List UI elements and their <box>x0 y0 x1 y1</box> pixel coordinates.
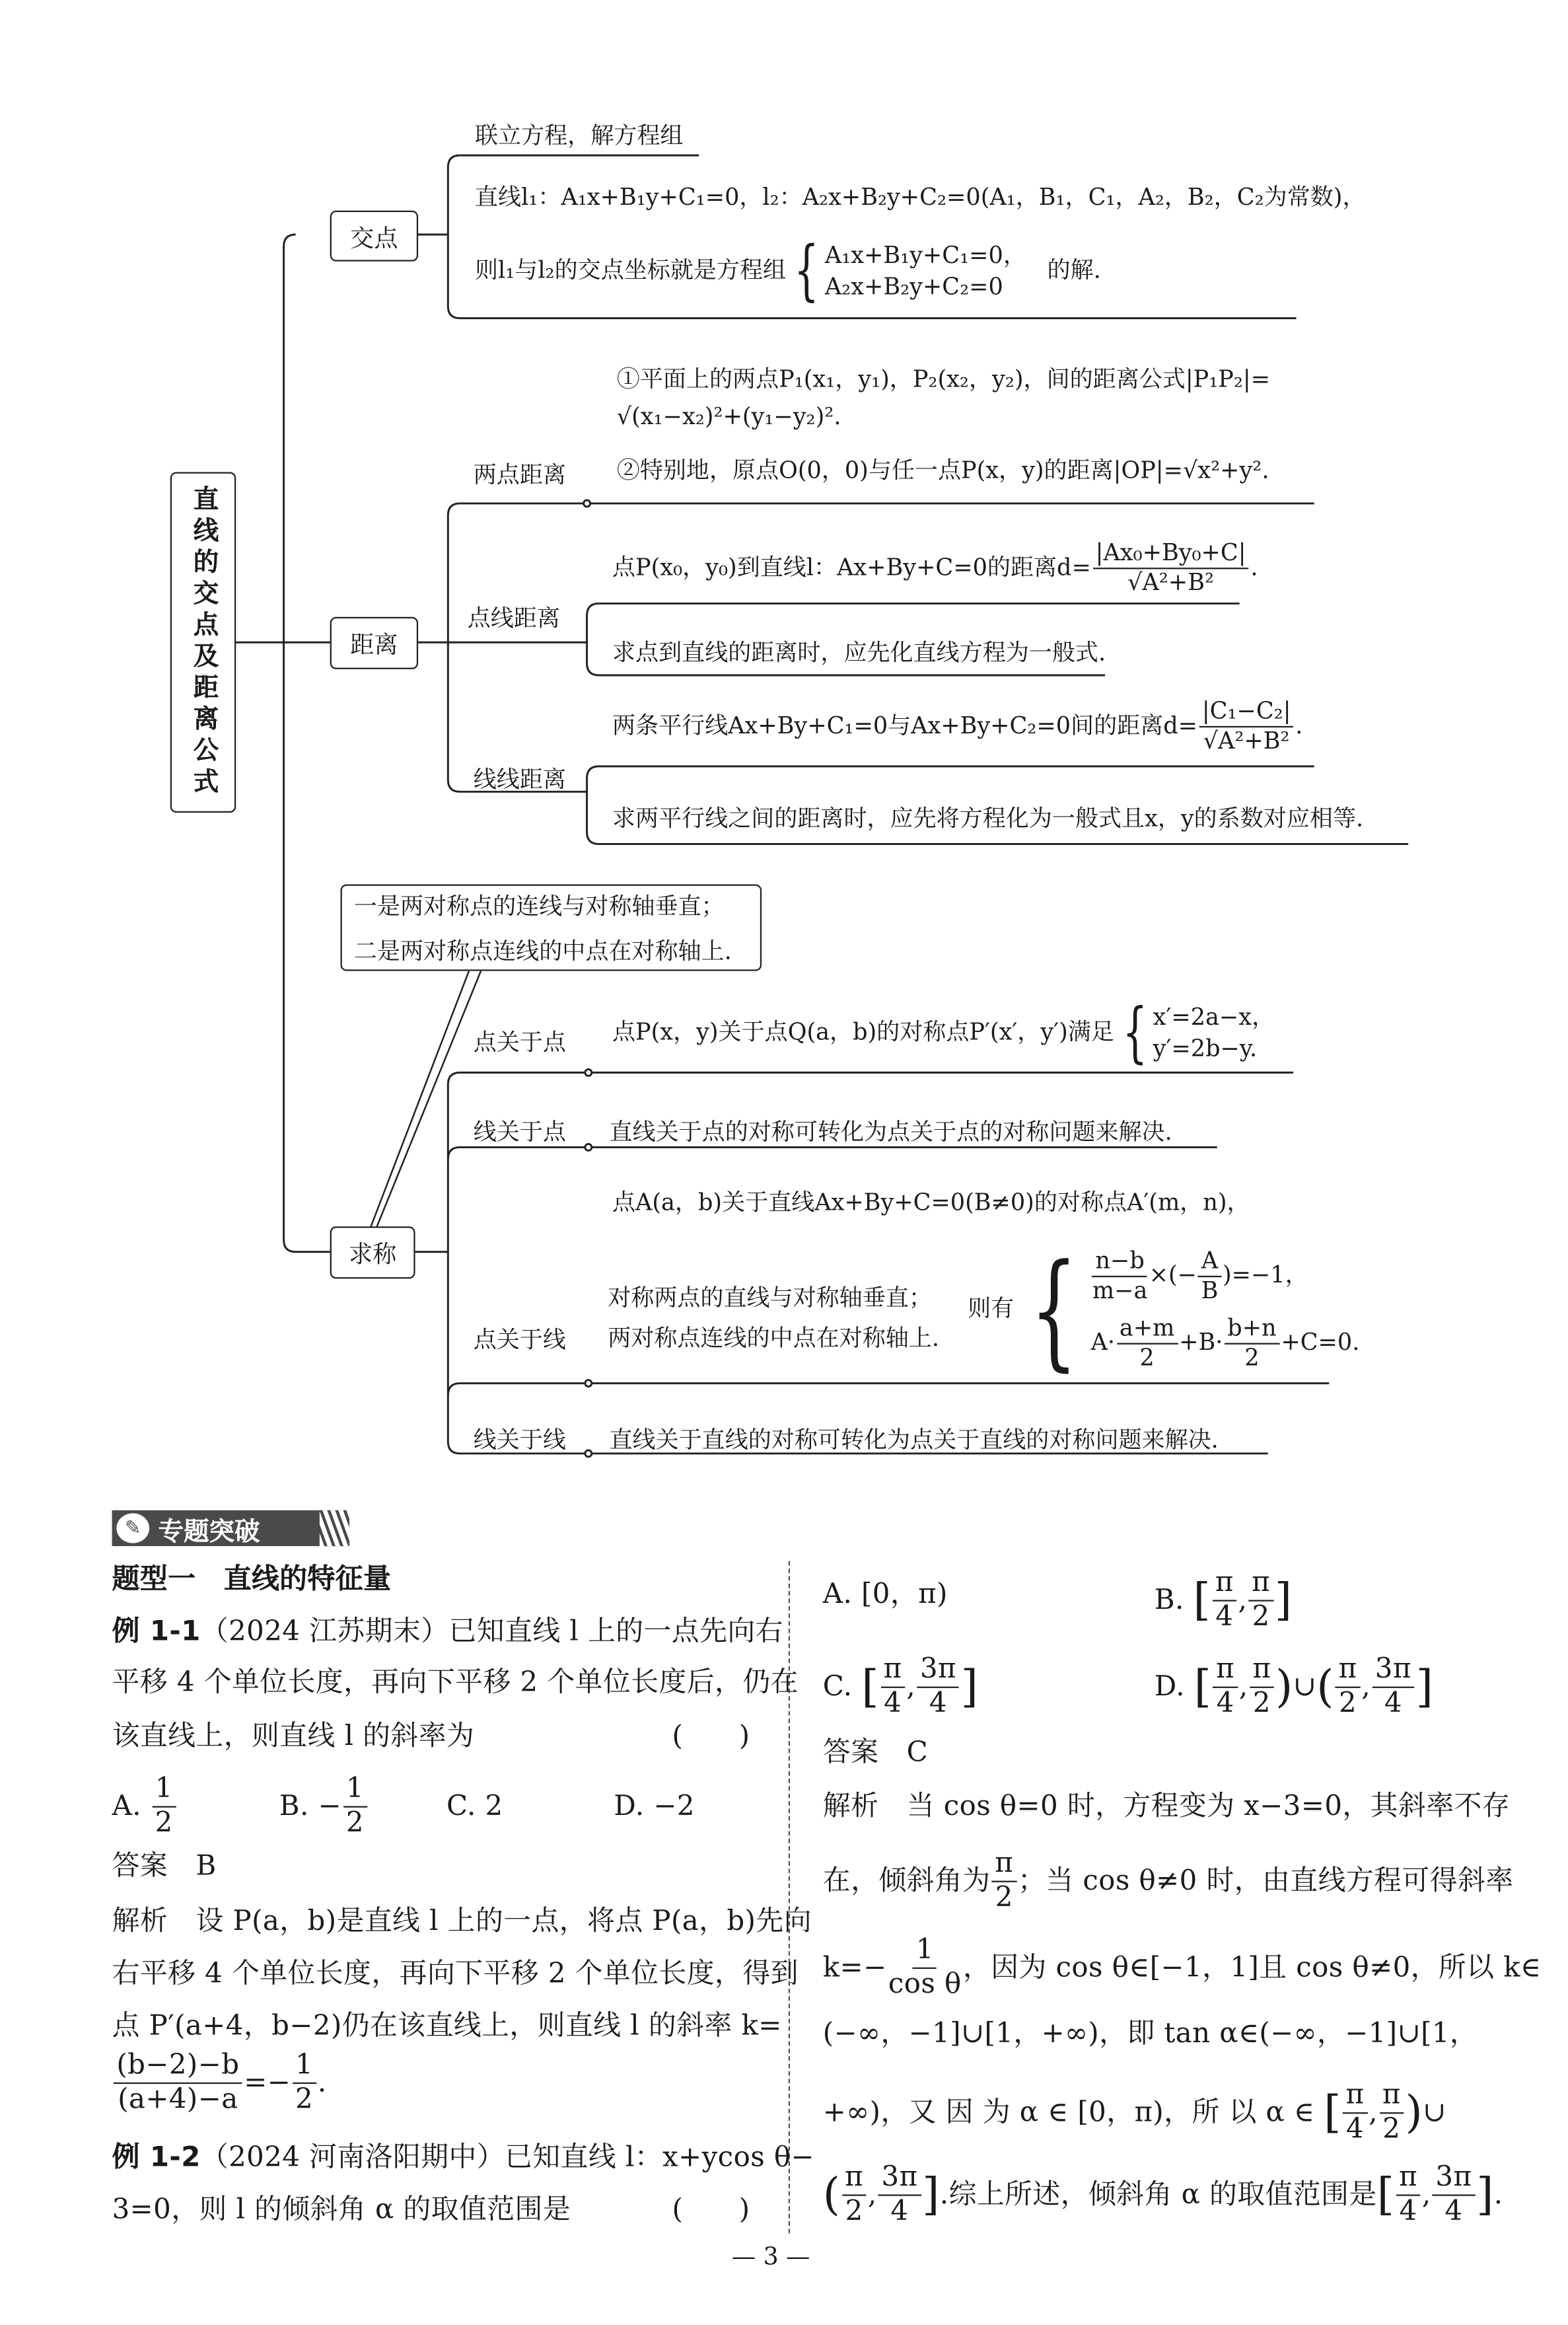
brace-icon: { <box>1030 1237 1078 1384</box>
example-text: （2024 江苏期末）已知直线 l 上的一点先向右 <box>200 1616 783 1648</box>
ex2-option-c: C. [ $\frac{\pi}{4}$ , $\frac{3\pi}{4}$ ] <box>822 1653 979 1720</box>
fraction <box>1336 1655 1360 1720</box>
numerator: A <box>1198 1249 1221 1277</box>
trunk <box>284 235 330 1252</box>
row-text: 点P(x₀，y₀)到直线l：Ax+By+C=0的距离d= <box>612 554 1091 581</box>
term: +B· <box>1179 1329 1223 1356</box>
column-divider <box>789 1561 790 2233</box>
analysis-text: +∞)，又 因 为 α ∈ [0，π)，所 以 α ∈ <box>822 2096 1315 2129</box>
denominator: √A²+B² <box>1127 569 1215 597</box>
denominator: 4 <box>1345 2114 1365 2146</box>
numerator: 1 <box>152 1775 176 1808</box>
fraction <box>1433 2163 1475 2229</box>
callout-tail <box>371 971 481 1228</box>
fraction <box>292 2051 316 2116</box>
numerator: π <box>1249 1568 1273 1602</box>
numerator: π <box>880 1655 905 1689</box>
operator: =− <box>244 2067 291 2098</box>
node-label: 交点 <box>350 223 398 252</box>
denominator: 2 <box>1252 1688 1271 1720</box>
callout-line: 一是两对称点的连线与对称轴垂直； <box>353 893 725 920</box>
numerator: π <box>1250 1655 1274 1689</box>
line-line-formula <box>612 699 1302 755</box>
fraction <box>1396 2163 1421 2229</box>
fraction <box>1343 2081 1367 2147</box>
option-key: C. <box>446 1790 476 1822</box>
banner-title: 专题突破 <box>158 1517 260 1547</box>
numerator: 1 <box>343 1775 367 1808</box>
numerator: (b−2)−b <box>114 2051 242 2085</box>
lp-text: 直线关于点的对称可转化为点关于点的对称问题来解决. <box>609 1119 1172 1146</box>
lp-label: 线关于点 <box>473 1119 566 1146</box>
equation-system <box>1014 1237 1360 1384</box>
denominator: B <box>1201 1277 1219 1304</box>
callout-line: 二是两对称点连线的中点在对称轴上. <box>353 938 732 965</box>
option-key: D. <box>614 1790 645 1822</box>
option-key: D. <box>1154 1671 1186 1703</box>
example-text: （2024 河南洛阳期中）已知直线 l：x+ycos θ− <box>200 2142 815 2174</box>
node-juli <box>330 617 418 669</box>
two-point-l1: ①平面上的两点P₁(x₁，y₁)，P₂(x₂，y₂)，间的距离公式|P₁P₂|= <box>616 365 1271 393</box>
two-point-l2: √(x₁−x₂)²+(y₁−y₂)². <box>616 403 841 431</box>
ex2-analysis-6: ( $\frac{\pi}{2}$ , $\frac{3\pi}{4}$ ] .综上所述，倾斜角 α 的取值范围是 [ $\frac{\pi}{4}$ , $\frac{3\pi}{4}$ ] . <box>822 2161 1503 2228</box>
denominator: cos θ <box>888 1969 962 2001</box>
numerator: π <box>1396 2163 1421 2197</box>
point-line-label: 点线距离 <box>467 605 560 632</box>
equation-system <box>786 233 1026 310</box>
ex1-analysis-2: 右平移 4 个单位长度，再向下平移 2 个单位长度，得到 <box>112 1958 799 1990</box>
fraction <box>1116 1316 1178 1372</box>
equation-system <box>1114 994 1275 1072</box>
brace-icon: { <box>794 233 820 310</box>
numerator: n−b <box>1092 1249 1147 1277</box>
term: A· <box>1090 1329 1116 1356</box>
line-line-l2: 求两平行线之间的距离时，应先将方程化为一般式且x，y的系数对应相等. <box>612 805 1364 832</box>
equation: x′=2a−x， <box>1153 1003 1275 1030</box>
option-key: B. <box>1154 1584 1184 1616</box>
row-text: 点P(x，y)关于点Q(a，b)的对称点P′(x′，y′)满足 <box>612 1019 1114 1047</box>
node-dot <box>585 1144 592 1150</box>
jiaodian-row3 <box>474 233 1101 310</box>
node-dot <box>585 1450 592 1457</box>
denominator: 2 <box>1139 1345 1155 1372</box>
numerator: π <box>1343 2081 1367 2115</box>
option-key: B. <box>279 1790 309 1823</box>
callout-box <box>341 885 762 971</box>
denominator: m−a <box>1092 1277 1148 1304</box>
pl-system <box>968 1237 1360 1384</box>
ex2-analysis-2 <box>823 1849 1514 1915</box>
numerator: |C₁−C₂| <box>1199 699 1294 727</box>
numerator: |Ax₀+By₀+C| <box>1092 540 1249 569</box>
row-text: 则有 <box>968 1295 1015 1323</box>
node-dot <box>584 500 590 507</box>
option-a <box>112 1775 279 1840</box>
node-dot <box>585 1069 592 1076</box>
fraction <box>1379 2081 1404 2147</box>
ex2-analysis-3 <box>823 1936 1542 2001</box>
denominator: 2 <box>1339 1688 1357 1720</box>
fraction <box>1092 1249 1148 1304</box>
example-tag: 例 1-1 <box>112 1616 201 1648</box>
denominator: 4 <box>1384 1688 1402 1720</box>
answer-paren: ( ) <box>672 2194 750 2226</box>
option-value: −2 <box>653 1790 695 1822</box>
row-text: 两条平行线Ax+By+C₁=0与Ax+By+C₂=0间的距离d= <box>612 712 1198 739</box>
fraction <box>1225 1316 1279 1372</box>
ex2-answer <box>822 1737 929 1769</box>
denominator: 4 <box>890 2196 909 2228</box>
pl-line <box>448 1384 1329 1395</box>
denominator: 2 <box>1252 1602 1270 1634</box>
denominator: 4 <box>1215 1602 1234 1634</box>
numerator: 1 <box>913 1936 937 1970</box>
ex1-line2: 平移 4 个单位长度，再向下平移 2 个单位长度后，仍在 <box>112 1667 799 1699</box>
ex2-line2: 3=0，则 l 的倾斜角 α 的取值范围是 <box>112 2194 571 2226</box>
ex2-analysis-5: +∞)，又 因 为 α ∈ [0，π)，所 以 α ∈ [ $\frac{\pi}{4}$ , $\frac{\pi}{2}$ ) ∪ <box>822 2079 1446 2146</box>
fraction <box>1250 1655 1274 1720</box>
fraction <box>343 1775 367 1840</box>
numerator: π <box>1379 2081 1404 2115</box>
section-banner <box>112 1510 348 1546</box>
option-c <box>446 1790 614 1822</box>
numerator: 3π <box>1433 2163 1475 2197</box>
numerator: π <box>1336 1655 1360 1689</box>
fraction <box>1092 540 1249 596</box>
fraction <box>888 1936 962 2001</box>
operator: . <box>1493 2178 1503 2211</box>
fraction <box>1213 1655 1238 1720</box>
pl-l2: 对称两点的直线与对称轴垂直； <box>608 1284 932 1312</box>
analysis-text: .综上所述，倾斜角 α 的取值范围是 <box>939 2178 1377 2211</box>
line-line-label: 线线距离 <box>473 766 566 793</box>
ll-label: 线关于线 <box>473 1426 566 1454</box>
pp-text <box>612 994 1275 1072</box>
numerator: π <box>842 2163 867 2197</box>
pl-l1: 点A(a，b)关于直线Ax+By+C=0(B≠0)的对称点A′(m，n)， <box>612 1189 1250 1216</box>
ex1-options <box>112 1775 769 1840</box>
ex2-analysis-1 <box>822 1790 1511 1823</box>
ex2-line1 <box>112 2142 815 2174</box>
pp-label: 点关于点 <box>473 1029 566 1056</box>
analysis-text: ；当 cos θ≠0 时，由直线方程可得斜率 <box>1018 1865 1514 1897</box>
operator: . <box>317 2067 327 2098</box>
ex1-analysis-1 <box>112 1906 812 1938</box>
banner-stripes <box>320 1510 349 1546</box>
ex2-option-b: B. [ $\frac{\pi}{4}$ , $\frac{\pi}{2}$ ] <box>1154 1567 1293 1634</box>
example-tag: 例 1-2 <box>112 2142 201 2174</box>
ex2-option-a <box>822 1578 948 1611</box>
numerator: b+n <box>1225 1316 1279 1345</box>
operator: ∪ <box>1423 2096 1446 2129</box>
fraction <box>1372 1655 1414 1720</box>
row-text: . <box>1250 554 1258 581</box>
analysis-label: 解析 <box>822 1790 879 1823</box>
numerator: π <box>1213 1655 1238 1689</box>
denominator: 4 <box>1399 2196 1417 2228</box>
option-key: C. <box>822 1671 853 1703</box>
analysis-text: 当 cos θ=0 时，方程变为 x−3=0，其斜率不存 <box>906 1790 1511 1823</box>
equation <box>1091 1249 1360 1304</box>
fraction <box>878 2163 921 2229</box>
sign: − <box>318 1790 342 1823</box>
ex1-line1 <box>112 1616 783 1648</box>
analysis-text: 设 P(a，b)是直线 l 上的一点，将点 P(a，b)先向 <box>196 1906 812 1938</box>
fraction <box>1198 1249 1221 1304</box>
jiaodian-row2: 直线l₁：A₁x+B₁y+C₁=0，l₂：A₂x+B₂y+C₂=0(A₁，B₁，C₁，A₂，B₂，C₂为常数)， <box>474 184 1366 211</box>
denominator: 2 <box>995 1882 1013 1915</box>
brace-icon: { <box>1122 994 1148 1072</box>
option-d <box>614 1790 695 1822</box>
denominator: 2 <box>1382 2114 1401 2146</box>
two-point-l3: ②特别地，原点O(0，0)与任一点P(x，y)的距离|OP|=√x²+y². <box>616 457 1269 484</box>
fraction <box>880 1655 905 1720</box>
row-text: 则l₁与l₂的交点坐标就是方程组 <box>474 257 787 285</box>
jiaodian-row1: 联立方程，解方程组 <box>474 122 684 150</box>
type-title: 题型一 直线的特征量 <box>112 1564 392 1596</box>
numerator: 3π <box>917 1655 959 1689</box>
fraction <box>114 2051 242 2116</box>
option-key: A. <box>822 1578 853 1611</box>
operator: ×(− <box>1149 1261 1197 1289</box>
numerator: 1 <box>292 2051 316 2085</box>
equation: y′=2b−y. <box>1153 1035 1258 1062</box>
operator: )=−1， <box>1222 1261 1308 1289</box>
fraction <box>1199 699 1294 755</box>
node-dot <box>585 1380 592 1387</box>
pl-l3: 两对称点连线的中点在对称轴上. <box>608 1325 940 1352</box>
numerator: π <box>1212 1568 1236 1602</box>
root-label: 直线的交点及距离公式 <box>187 485 217 799</box>
mindmap-root <box>170 472 236 813</box>
ll-text: 直线关于直线的对称可转化为点关于直线的对称问题来解决. <box>609 1426 1219 1454</box>
denominator: 4 <box>884 1688 902 1720</box>
denominator: 4 <box>929 1688 948 1720</box>
denominator: 4 <box>1444 2196 1463 2228</box>
numerator: 3π <box>1372 1655 1414 1689</box>
option-value: [0，π) <box>861 1578 948 1611</box>
ex1-analysis-3: 点 P′(a+4，b−2)仍在该直线上，则直线 l 的斜率 k= <box>112 2011 782 2042</box>
row-text: 的解. <box>1047 257 1101 285</box>
fraction <box>842 2163 867 2229</box>
answer-value: C <box>906 1737 929 1769</box>
answer-value: B <box>196 1851 217 1882</box>
node-jiaodian <box>330 211 418 262</box>
numerator: π <box>992 1849 1016 1883</box>
lp-line <box>448 1147 1217 1159</box>
denominator: √A²+B² <box>1203 727 1290 755</box>
analysis-text: k=− <box>822 1952 887 1983</box>
ex2-analysis-4: (−∞，−1]∪[1，+∞)，即 tan α∈(−∞，−1]∪[1， <box>822 2018 1478 2050</box>
term: +C=0. <box>1281 1329 1360 1356</box>
ex1-line3: 该直线上，则直线 l 的斜率为 <box>112 1720 475 1753</box>
denominator: 4 <box>1216 1688 1234 1720</box>
analysis-text: ，因为 cos θ∈[−1，1]且 cos θ≠0，所以 k∈ <box>962 1952 1542 1983</box>
numerator: 3π <box>878 2163 921 2197</box>
denominator: 2 <box>345 1808 364 1840</box>
denominator: 2 <box>845 2196 863 2228</box>
denominator: 2 <box>295 2084 314 2116</box>
ex1-analysis-4 <box>112 2051 327 2116</box>
denominator: (a+4)−a <box>118 2084 238 2116</box>
fraction <box>1212 1568 1236 1634</box>
numerator: a+m <box>1116 1316 1178 1345</box>
pl-label: 点关于线 <box>473 1326 566 1354</box>
node-label: 距离 <box>350 630 398 659</box>
node-label: 求称 <box>348 1239 397 1269</box>
row-text: . <box>1295 712 1303 739</box>
answer-paren: ( ) <box>672 1720 750 1753</box>
equation: A₁x+B₁y+C₁=0， <box>824 241 1026 268</box>
two-point-label: 两点距离 <box>473 461 566 489</box>
fraction <box>152 1775 176 1840</box>
equation: A₂x+B₂y+C₂=0 <box>824 273 1003 301</box>
denominator: 2 <box>155 1808 173 1840</box>
equation <box>1091 1316 1360 1372</box>
fraction <box>1249 1568 1273 1634</box>
juli-bracket <box>448 503 587 792</box>
answer-label: 答案 <box>822 1737 879 1769</box>
analysis-text: 在，倾斜角为 <box>822 1865 991 1897</box>
denominator: 2 <box>1244 1345 1260 1372</box>
answer-label: 答案 <box>112 1851 168 1882</box>
ex1-answer <box>112 1851 217 1882</box>
point-line-l2: 求点到直线的距离时，应先化直线方程为一般式. <box>612 639 1106 667</box>
fraction <box>992 1849 1016 1915</box>
analysis-label: 解析 <box>112 1906 168 1938</box>
pencil-icon: ✎ <box>116 1513 149 1543</box>
page-number: — 3 — <box>731 2242 810 2271</box>
node-qiucheng <box>330 1226 415 1278</box>
ex2-option-d: D. [ $\frac{\pi}{4}$ , $\frac{\pi}{2}$ ) ∪ ( $\frac{\pi}{2}$ , $\frac{3\pi}{4}$ ] <box>1154 1653 1434 1720</box>
option-b <box>279 1775 446 1840</box>
option-value: 2 <box>485 1790 503 1822</box>
fraction <box>917 1655 959 1720</box>
point-line-formula <box>612 540 1258 596</box>
option-key: A. <box>112 1790 142 1823</box>
